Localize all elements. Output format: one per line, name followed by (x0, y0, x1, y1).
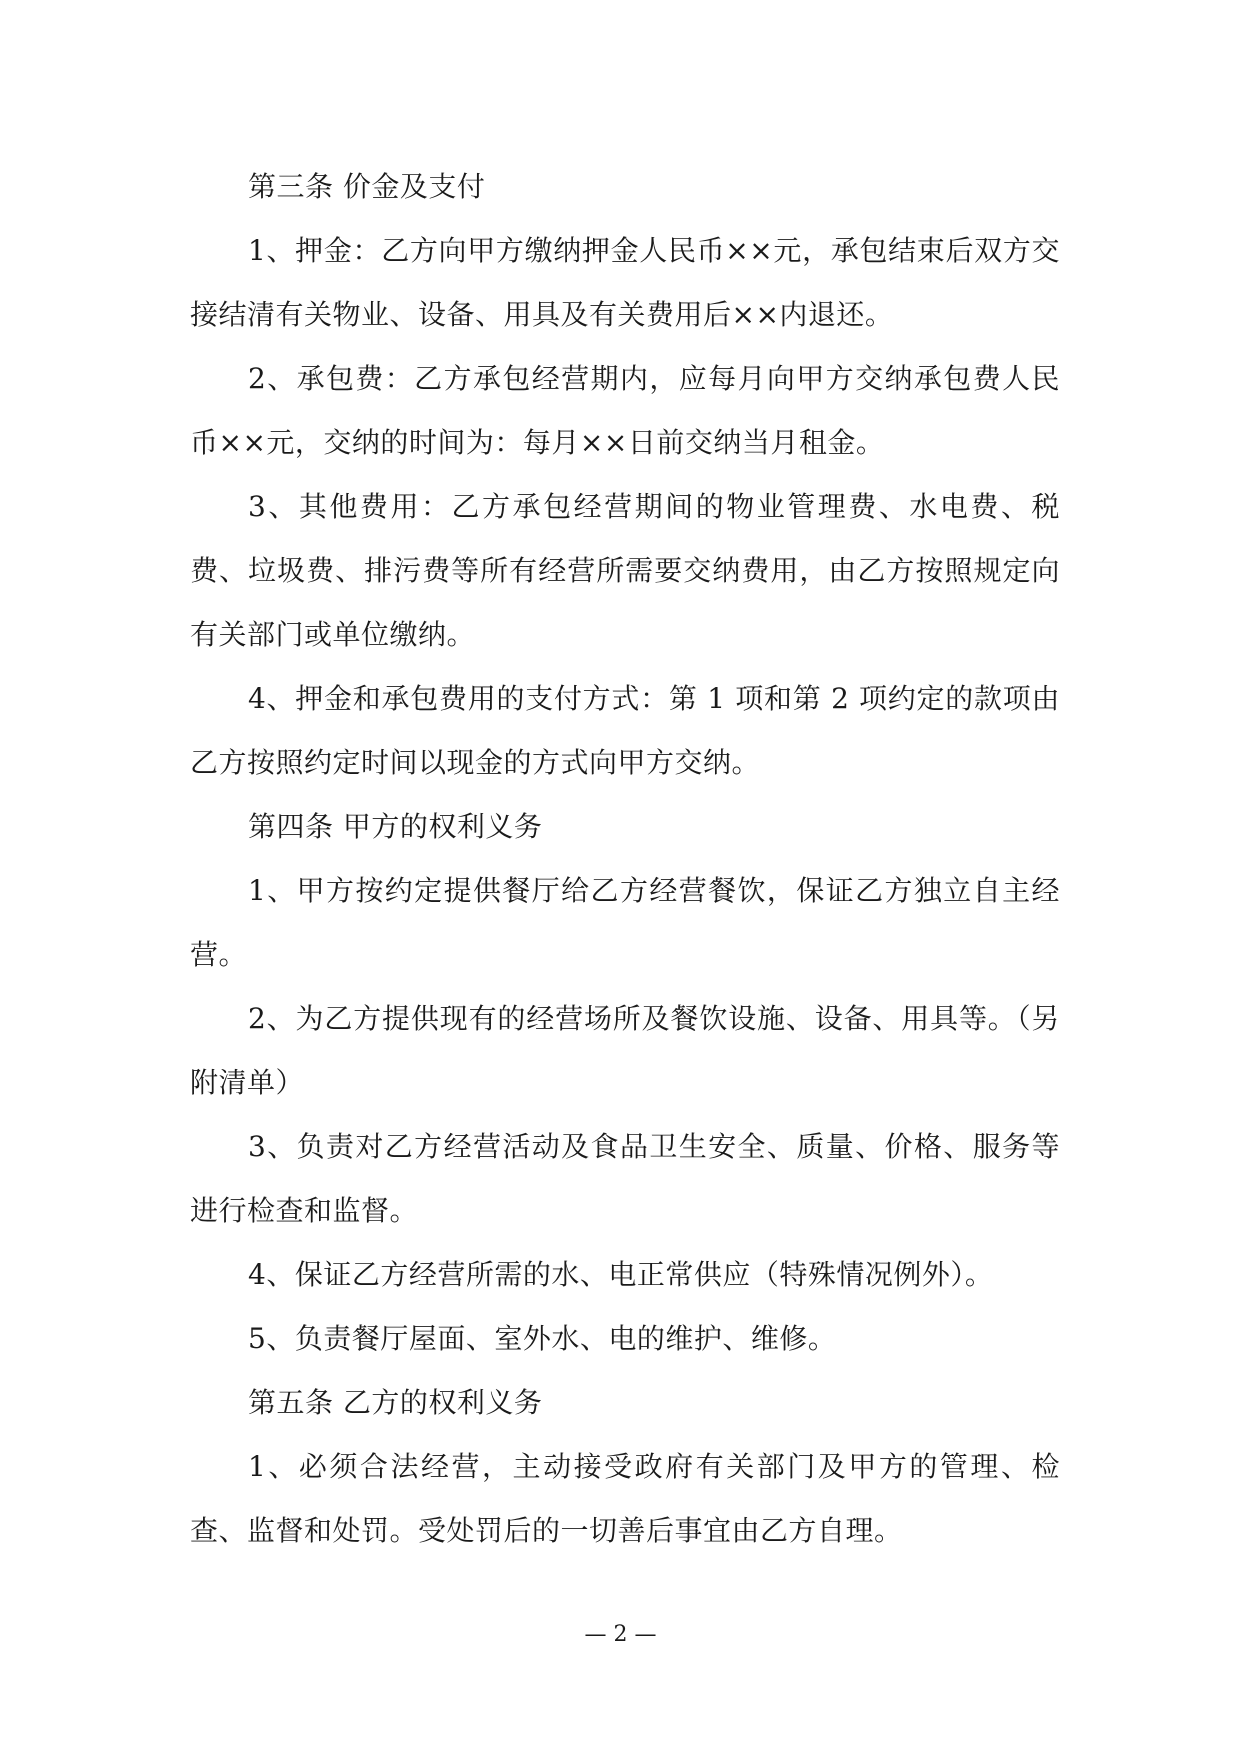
clause-party-a-2: 2、为乙方提供现有的经营场所及餐饮设施、设备、用具等。（另附清单） (190, 1002, 1060, 1099)
section-heading-5: 第五条 乙方的权利义务 (248, 1386, 543, 1419)
clause-other-fees: 3、其他费用：乙方承包经营期间的物业管理费、水电费、税费、垃圾费、排污费等所有经营所需要交纳费用，由乙方按照规定向有关部门或单位缴纳。 (190, 490, 1060, 651)
clause-contract-fee: 2、承包费：乙方承包经营期内，应每月向甲方交纳承包费人民币××元，交纳的时间为：每月××日前交纳当月租金。 (190, 362, 1060, 459)
clause-party-a-1: 1、甲方按约定提供餐厅给乙方经营餐饮，保证乙方独立自主经营。 (190, 874, 1060, 971)
clause-party-b-1: 1、必须合法经营，主动接受政府有关部门及甲方的管理、检查、监督和处罚。受处罚后的一切善后事宜由乙方自理。 (190, 1450, 1060, 1547)
page-number: — 2 — (584, 1622, 657, 1647)
clause-deposit: 1、押金：乙方向甲方缴纳押金人民币××元，承包结束后双方交接结清有关物业、设备、用具及有关费用后××内退还。 (190, 234, 1060, 331)
clause-party-a-4: 4、保证乙方经营所需的水、电正常供应（特殊情况例外）。 (248, 1258, 994, 1291)
document-body (190, 155, 1060, 1563)
section-heading-3: 第三条 价金及支付 (248, 170, 486, 203)
clause-payment-method: 4、押金和承包费用的支付方式：第 1 项和第 2 项约定的款项由乙方按照约定时间以现金的方式向甲方交纳。 (190, 682, 1060, 779)
clause-party-a-5: 5、负责餐厅屋面、室外水、电的维护、维修。 (248, 1322, 837, 1355)
section-heading-4: 第四条 甲方的权利义务 (248, 810, 543, 843)
clause-party-a-3: 3、负责对乙方经营活动及食品卫生安全、质量、价格、服务等进行检查和监督。 (190, 1130, 1060, 1227)
